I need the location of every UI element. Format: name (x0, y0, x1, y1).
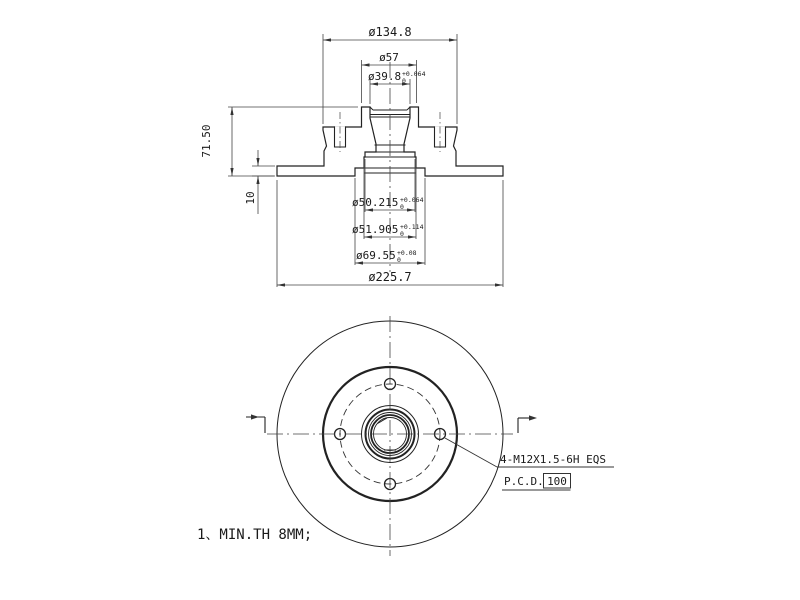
dim-50-215-tol-plus: +0.064 (400, 196, 424, 204)
drawing-note: 1、MIN.TH 8MM; (197, 527, 313, 543)
dim-57-label: ø57 (379, 51, 399, 64)
leader-line (445, 438, 497, 467)
front-view (246, 316, 614, 556)
dim-225-7-label: ø225.7 (368, 270, 412, 284)
dim-69-55-tol-minus: 0 (397, 256, 401, 264)
section-view (200, 25, 503, 287)
dim-50-215-tol-minus: 0 (400, 203, 404, 211)
bolt-spec-callout (445, 438, 614, 490)
dim-10-label: 10 (244, 191, 257, 205)
dim-50-215-label: ø50.215 (352, 196, 399, 209)
dim-39-8-tol-plus: +0.064 (402, 70, 426, 78)
dim-51-905-tol-plus: +0.114 (400, 223, 424, 231)
dim-50-215 (352, 159, 424, 212)
dim-39-8-label: ø39.8 (368, 70, 402, 83)
section-marker-right (518, 415, 537, 433)
dim-10 (244, 150, 275, 214)
bolt-spec-label: 4-M12X1.5-6H EQS (500, 453, 606, 466)
pcd-label: P.C.D. (504, 475, 544, 488)
section-body-left (277, 107, 376, 176)
dim-39-8 (368, 70, 426, 104)
section-body-right (404, 107, 503, 176)
section-marker-left (246, 414, 265, 433)
dim-134-8-label: ø134.8 (368, 25, 412, 39)
dim-51-905-label: ø51.905 (352, 223, 399, 236)
dim-69-55-label: ø69.55 (356, 249, 396, 262)
dim-51-905-tol-minus: 0 (400, 230, 404, 238)
pcd-value: 100 (547, 475, 567, 488)
dim-39-8-tol-minus: 0 (402, 77, 406, 85)
dim-71-50-label: 71.50 (200, 124, 213, 158)
dim-69-55-tol-plus: +0.08 (397, 249, 417, 257)
